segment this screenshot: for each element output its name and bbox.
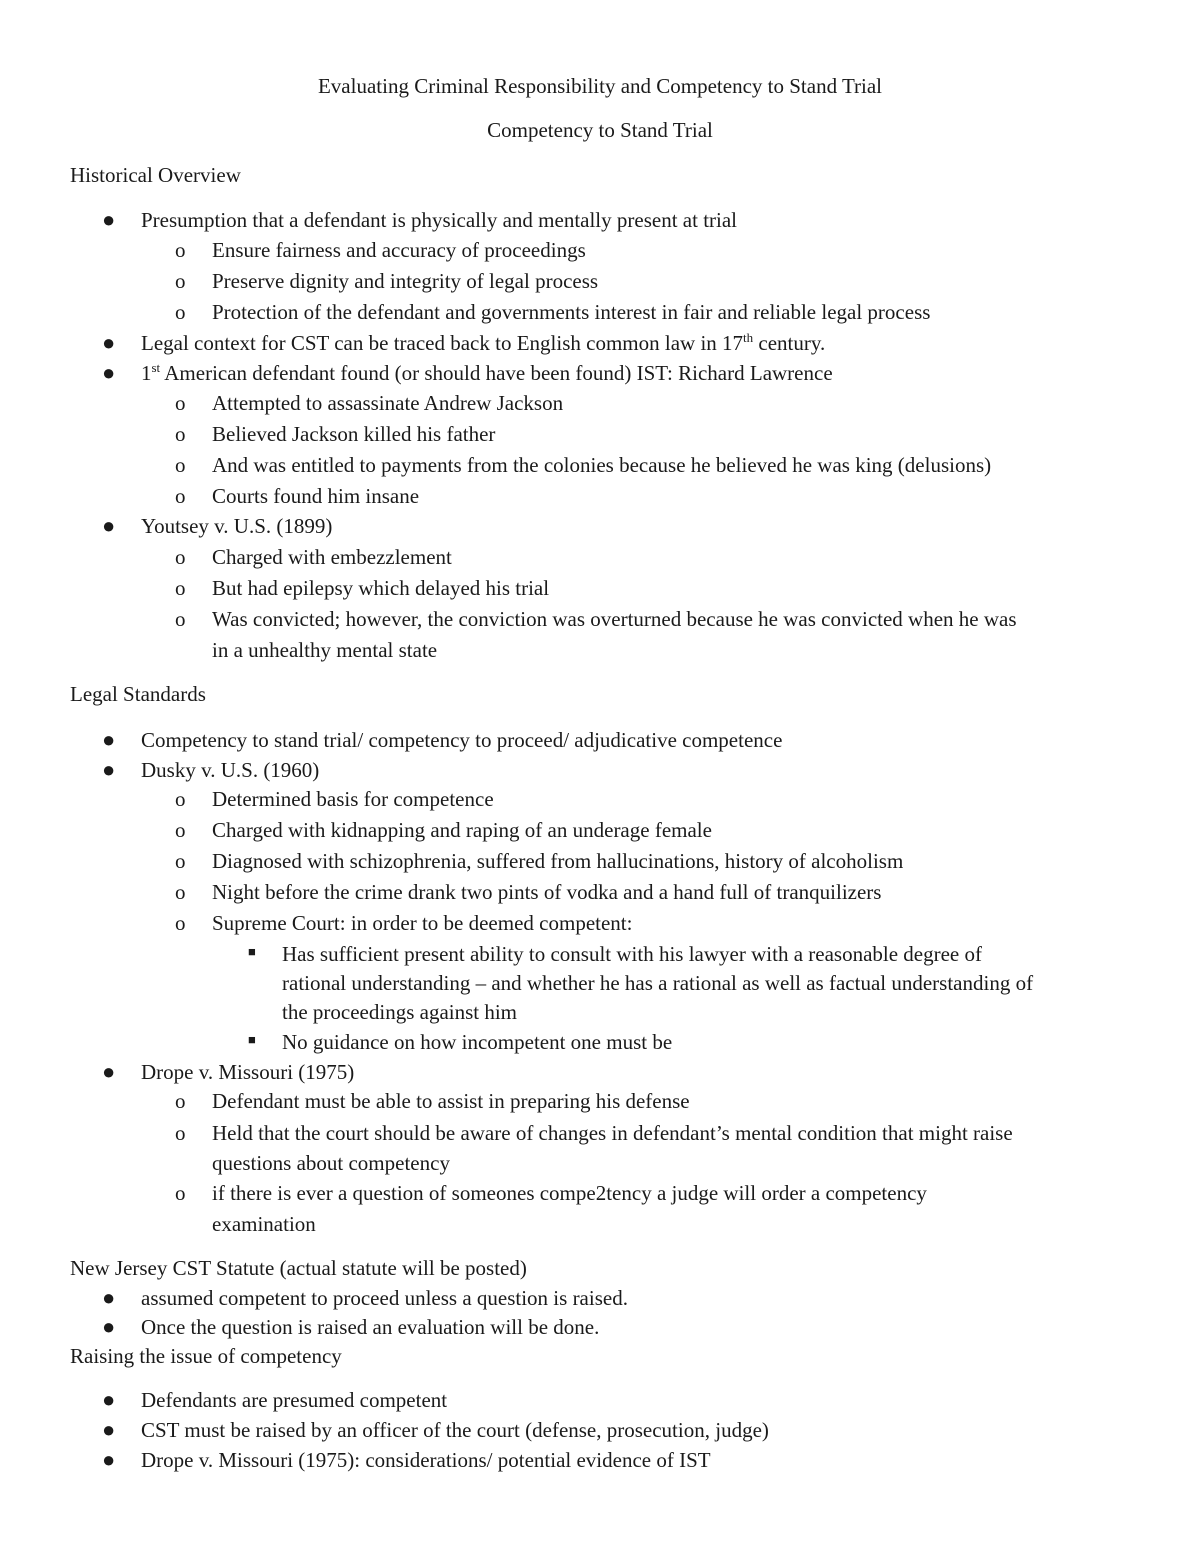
- list-item: Once the question is raised an evaluation will be done.: [141, 1315, 600, 1339]
- document-subtitle: Competency to Stand Trial: [487, 118, 713, 142]
- bullet-marker: ●: [102, 360, 116, 385]
- sub-bullet-marker: o: [175, 391, 186, 415]
- list-item: Defendants are presumed competent: [141, 1388, 448, 1412]
- list-item: CST must be raised by an officer of the court (defense, prosecution, judge): [141, 1418, 769, 1442]
- tertiary-list-item-continuation: rational understanding – and whether he has a rational as well as factual understanding of: [282, 971, 1034, 995]
- sub-list-item: Charged with embezzlement: [212, 545, 452, 569]
- list-item: Dusky v. U.S. (1960): [141, 758, 320, 782]
- list-item: Presumption that a defendant is physically and mentally present at trial: [141, 208, 738, 232]
- sub-list-item: Preserve dignity and integrity of legal process: [212, 269, 599, 293]
- bullet-marker: ●: [102, 1387, 116, 1412]
- section-heading-historical: Historical Overview: [70, 163, 241, 187]
- bullet-marker: ●: [102, 757, 116, 782]
- sub-list-item: Defendant must be able to assist in preparing his defense: [212, 1089, 690, 1113]
- sub-list-item: Believed Jackson killed his father: [212, 422, 496, 446]
- bullet-marker: ●: [102, 1059, 116, 1084]
- bullet-marker: ●: [102, 1314, 116, 1339]
- tertiary-list-item: Has sufficient present ability to consult with his lawyer with a reasonable degree of: [282, 942, 982, 966]
- sub-bullet-marker: o: [175, 453, 186, 477]
- sub-list-item: And was entitled to payments from the colonies because he believed he was king (delusions): [212, 453, 992, 477]
- sub-list-item: if there is ever a question of someones compe2tency a judge will order a competency: [212, 1181, 927, 1205]
- sub-list-item: Supreme Court: in order to be deemed competent:: [212, 911, 633, 935]
- tertiary-list-item: No guidance on how incompetent one must be: [282, 1030, 673, 1054]
- list-item-text: 1: [141, 361, 152, 385]
- sub-bullet-marker: o: [175, 1181, 186, 1205]
- sub-bullet-marker: o: [175, 300, 186, 324]
- list-item-text: century.: [753, 331, 826, 355]
- list-item: Drope v. Missouri (1975): [141, 1060, 355, 1084]
- sub-bullet-marker: o: [175, 576, 186, 600]
- sub-bullet-marker: o: [175, 607, 186, 631]
- sub-bullet-marker: o: [175, 1089, 186, 1113]
- list-item: [141, 331, 825, 355]
- sub-list-item: Courts found him insane: [212, 484, 420, 508]
- list-item: [141, 361, 833, 385]
- sub-list-item-continuation: examination: [212, 1212, 316, 1236]
- square-bullet-marker: ■: [248, 944, 256, 959]
- sub-list-item: Was convicted; however, the conviction was overturned because he was convicted when he was: [212, 607, 1017, 631]
- sub-list-item-continuation: questions about competency: [212, 1151, 450, 1175]
- sub-bullet-marker: o: [175, 269, 186, 293]
- sub-bullet-marker: o: [175, 911, 186, 935]
- sub-bullet-marker: o: [175, 818, 186, 842]
- sub-list-item: Protection of the defendant and governments interest in fair and reliable legal process: [212, 300, 931, 324]
- section-heading-nj: New Jersey CST Statute (actual statute will be posted): [70, 1256, 527, 1280]
- tertiary-list-item-continuation: the proceedings against him: [282, 1000, 518, 1024]
- bullet-marker: ●: [102, 207, 116, 232]
- document-title: Evaluating Criminal Responsibility and Competency to Stand Trial: [317, 74, 883, 98]
- sub-bullet-marker: o: [175, 422, 186, 446]
- section-heading-legal: Legal Standards: [70, 682, 206, 706]
- sub-list-item: Ensure fairness and accuracy of proceedings: [212, 238, 586, 262]
- list-item: Youtsey v. U.S. (1899): [141, 514, 333, 538]
- sub-list-item-continuation: in a unhealthy mental state: [212, 638, 438, 662]
- sub-bullet-marker: o: [175, 545, 186, 569]
- bullet-marker: ●: [102, 1447, 116, 1472]
- bullet-marker: ●: [102, 513, 116, 538]
- bullet-marker: ●: [102, 330, 116, 355]
- list-item: Drope v. Missouri (1975): considerations/ potential evidence of IST: [141, 1448, 711, 1472]
- sub-bullet-marker: o: [175, 238, 186, 262]
- sub-list-item: Charged with kidnapping and raping of an underage female: [212, 818, 712, 842]
- list-item: assumed competent to proceed unless a question is raised.: [141, 1286, 628, 1310]
- bullet-marker: ●: [102, 727, 116, 752]
- list-item: Competency to stand trial/ competency to proceed/ adjudicative competence: [141, 728, 783, 752]
- sub-list-item: Diagnosed with schizophrenia, suffered from hallucinations, history of alcoholism: [212, 849, 904, 873]
- sub-list-item: Night before the crime drank two pints of vodka and a hand full of tranquilizers: [212, 880, 882, 904]
- sub-list-item: Determined basis for competence: [212, 787, 494, 811]
- sub-bullet-marker: o: [175, 787, 186, 811]
- sub-bullet-marker: o: [175, 849, 186, 873]
- list-item-text: Legal context for CST can be traced back to English common law in 17: [141, 331, 744, 355]
- sub-bullet-marker: o: [175, 880, 186, 904]
- bullet-marker: ●: [102, 1285, 116, 1310]
- sub-bullet-marker: o: [175, 484, 186, 508]
- square-bullet-marker: ■: [248, 1032, 256, 1047]
- sub-list-item: Held that the court should be aware of changes in defendant’s mental condition that might raise: [212, 1121, 1013, 1145]
- bullet-marker: ●: [102, 1417, 116, 1442]
- superscript: st: [151, 360, 161, 375]
- list-item-text: American defendant found (or should have been found) IST: Richard Lawrence: [160, 361, 833, 385]
- sub-list-item: But had epilepsy which delayed his trial: [212, 576, 550, 600]
- sub-list-item: Attempted to assassinate Andrew Jackson: [212, 391, 564, 415]
- superscript: th: [743, 330, 754, 345]
- section-heading-raising: Raising the issue of competency: [70, 1344, 342, 1368]
- sub-bullet-marker: o: [175, 1121, 186, 1145]
